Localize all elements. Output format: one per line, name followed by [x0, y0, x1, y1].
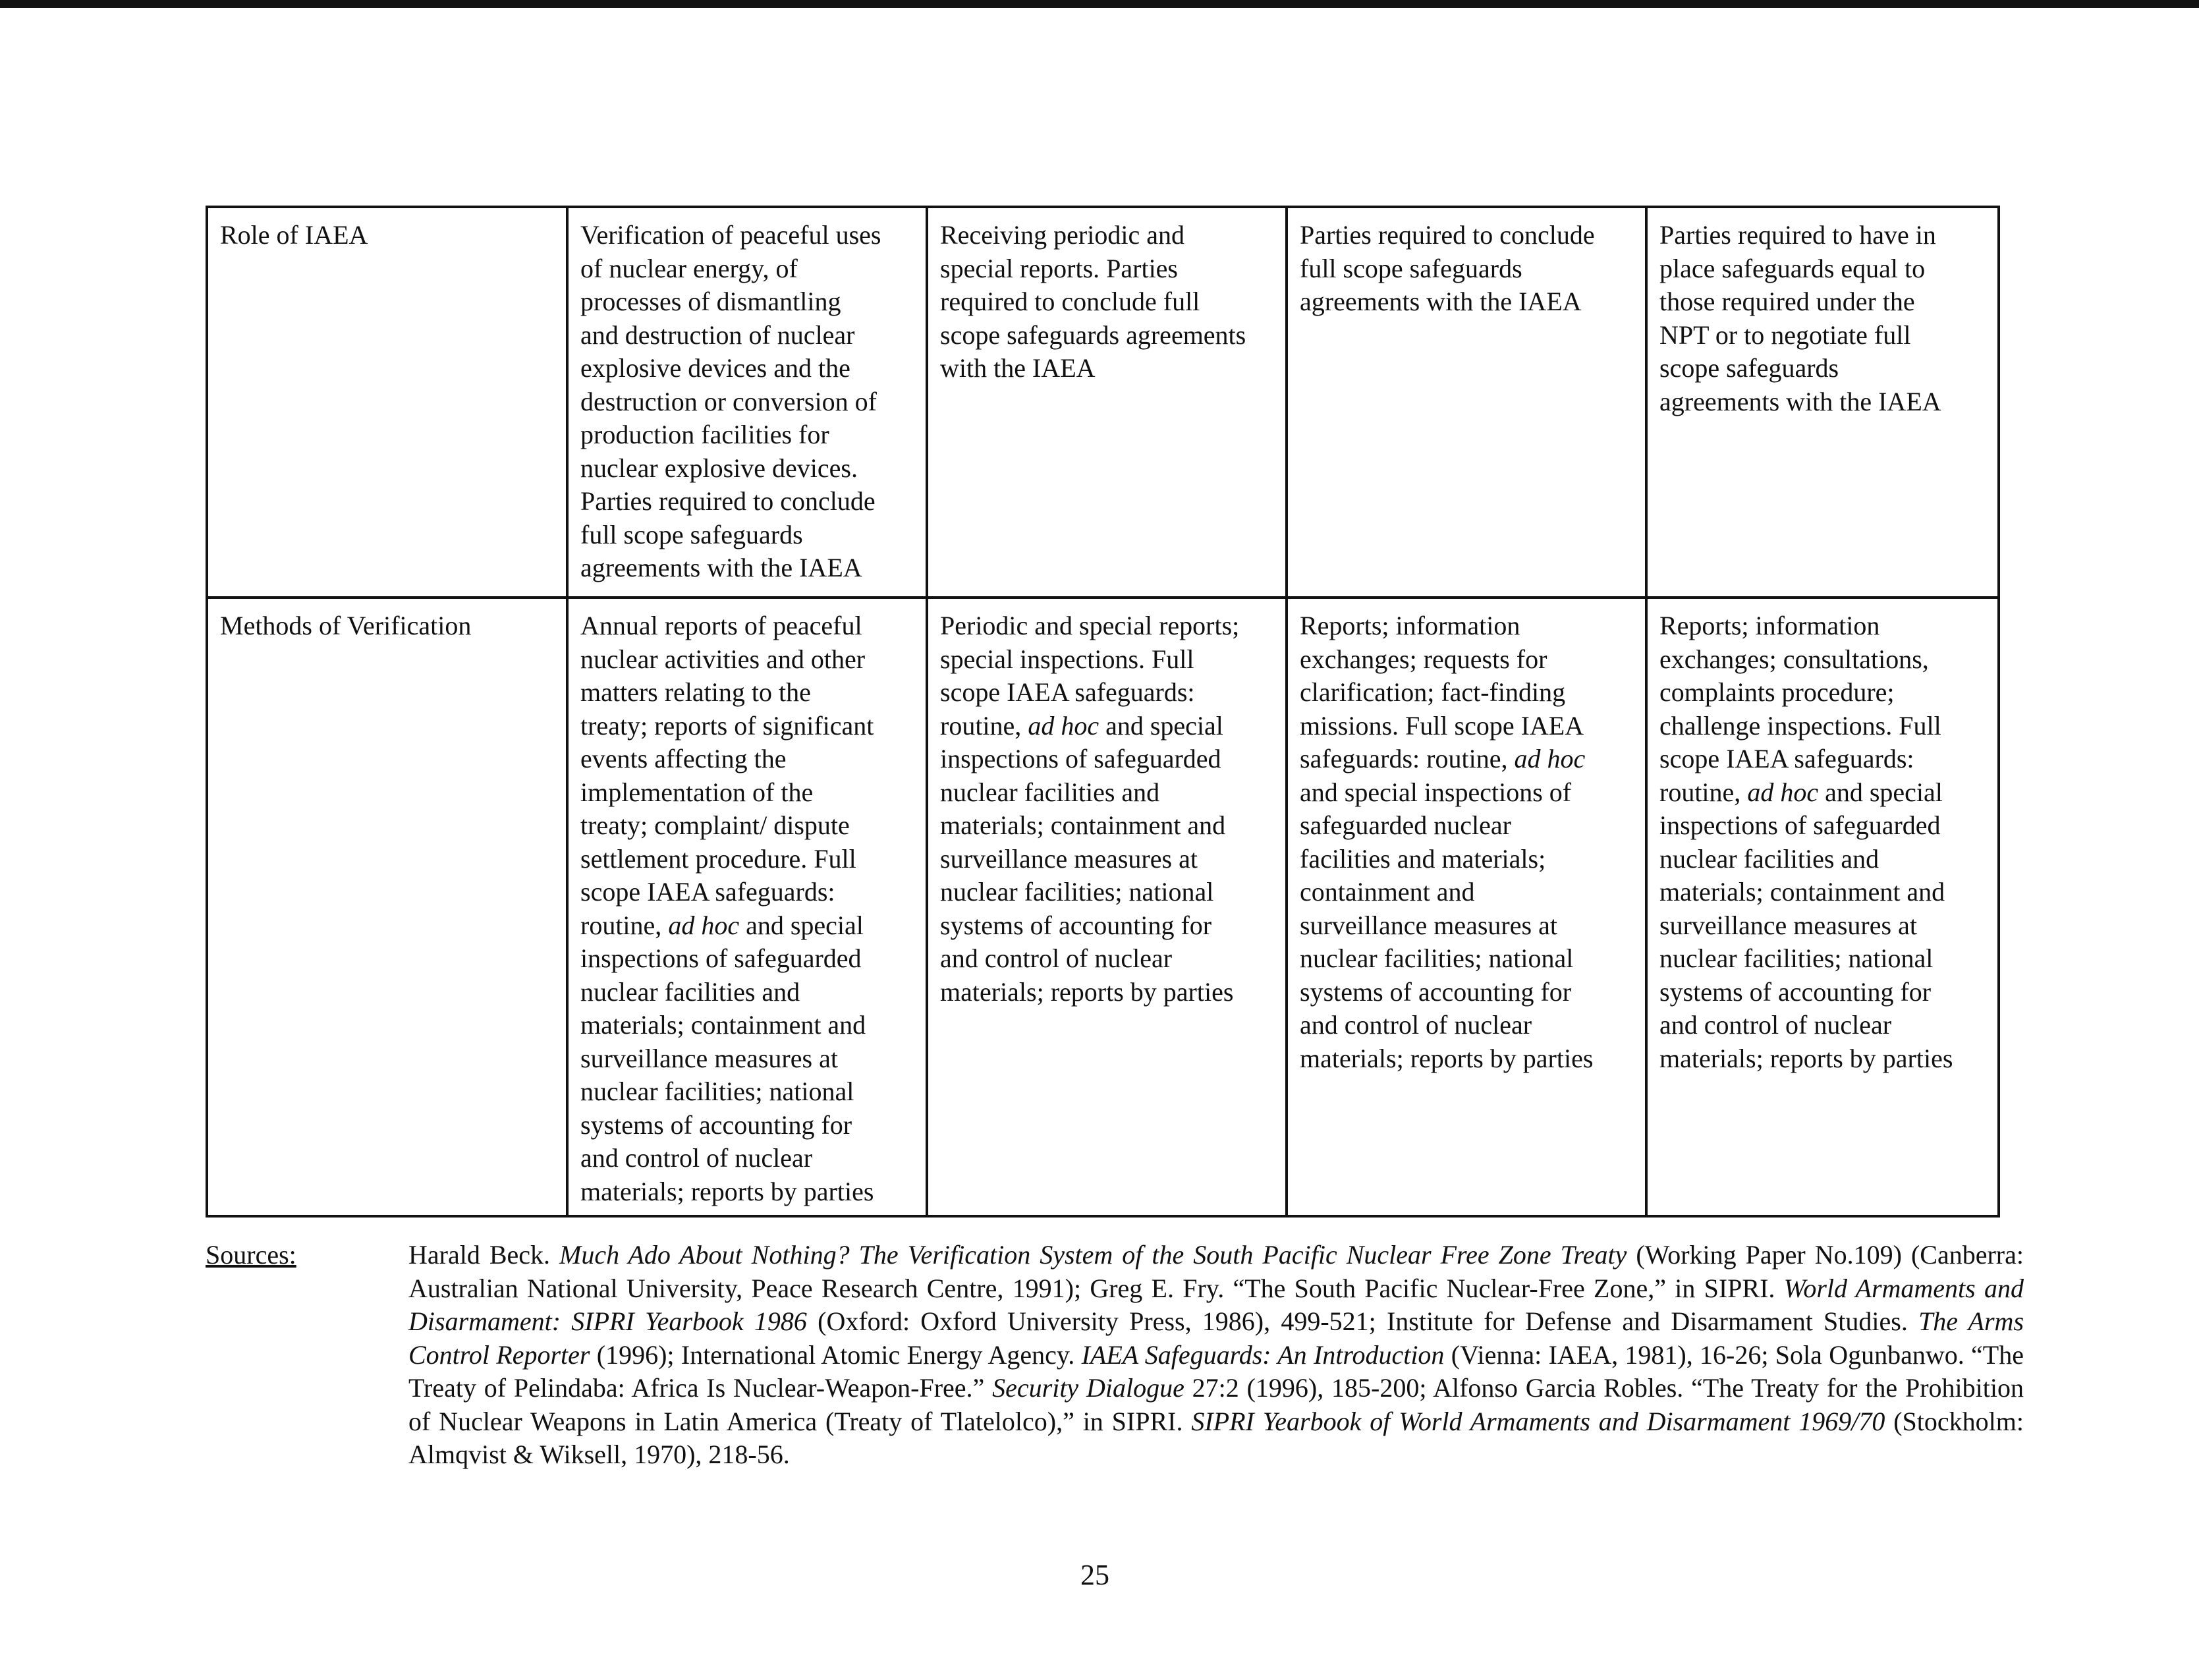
table-cell: Parties required to have in place safeguards equal to those required under the NPT or to negotiate full scope safeguards agreements with the IAEA — [1646, 207, 1999, 598]
table-cell: Annual reports of peaceful nuclear activities and other matters relating to the treaty; reports of significant events affecting the implementation of the treaty; complaint/ dispute settlement procedure. Full scope IAEA safeguards: routine, ad hoc and special inspections of safeguarded nuclear facilities and materials; containment and surveillance measures at nuclear facilities; national systems of accounting for and control of nuclear materials; reports by parties — [567, 598, 927, 1216]
table-cell: Reports; information exchanges; consultations, complaints procedure; challenge inspections. Full scope IAEA safeguards: routine, ad hoc and special inspections of safeguarded nuclear facilities and materials; containment and surveillance measures at nuclear facilities; national systems of accounting for and control of nuclear materials; reports by parties — [1646, 598, 1999, 1216]
sources-citations: Harald Beck. Much Ado About Nothing? The Verification System of the South Pacific Nuclear Free Zone Treaty (Working Paper No.109) (Canberra: Australian National University, Peace Research Centre, 1991); Greg E. Fry. “The South Pacific Nuclear-Free Zone,” in SIPRI. World Armaments and Disarmament: SIPRI Yearbook 1986 (Oxford: Oxford University Press, 1986), 499-521; Institute for Defense and Disarmament Studies. The Arms Control Reporter (1996); International Atomic Energy Agency. IAEA Safeguards: An Introduction (Vienna: IAEA, 1981), 16-26; Sola Ogunbanwo. “The Treaty of Pelindaba: Africa Is Nuclear-Weapon-Free.” Security Dialogue 27:2 (1996), 185-200; Alfonso Garcia Robles. “The Treaty for the Prohibition of Nuclear Weapons in Latin America (Treaty of Tlatelolco),” in SIPRI. SIPRI Yearbook of World Armaments and Disarmament 1969/70 (Stockholm: Almqvist & Wiksell, 1970), 218-56. — [408, 1240, 2024, 1469]
page-number: 25 — [1080, 1559, 1109, 1591]
table-row — [207, 598, 1999, 1216]
table-cell: Periodic and special reports; special inspections. Full scope IAEA safeguards: routine, ad hoc and special inspections of safeguarded nuclear facilities and materials; containment and surveillance measures at nuclear facilities; national systems of accounting for and control of nuclear materials; reports by parties — [927, 598, 1287, 1216]
row-header-methods-of-verification: Methods of Verification — [207, 598, 567, 1216]
sources-label: Sources: — [206, 1240, 296, 1270]
table-cell: Verification of peaceful uses of nuclear energy, of processes of dismantling and destruction of nuclear explosive devices and the destruction or conversion of production facilities for nuclear explosive devices. Parties required to conclude full scope safeguards agreements with the IAEA — [567, 207, 927, 598]
table-cell: Receiving periodic and special reports. Parties required to conclude full scope safeguards agreements with the IAEA — [927, 207, 1287, 598]
row-header-role-of-iaea: Role of IAEA — [207, 207, 567, 598]
table-row — [207, 207, 1999, 598]
table-cell: Parties required to conclude full scope safeguards agreements with the IAEA — [1287, 207, 1646, 598]
comparison-table — [206, 206, 1997, 1218]
scan-top-edge — [0, 0, 2199, 8]
table-cell: Reports; information exchanges; requests for clarification; fact-finding missions. Full scope IAEA safeguards: routine, ad hoc and special inspections of safeguarded nuclear facilities and materials; containment and surveillance measures at nuclear facilities; national systems of accounting for and control of nuclear materials; reports by parties — [1287, 598, 1646, 1216]
